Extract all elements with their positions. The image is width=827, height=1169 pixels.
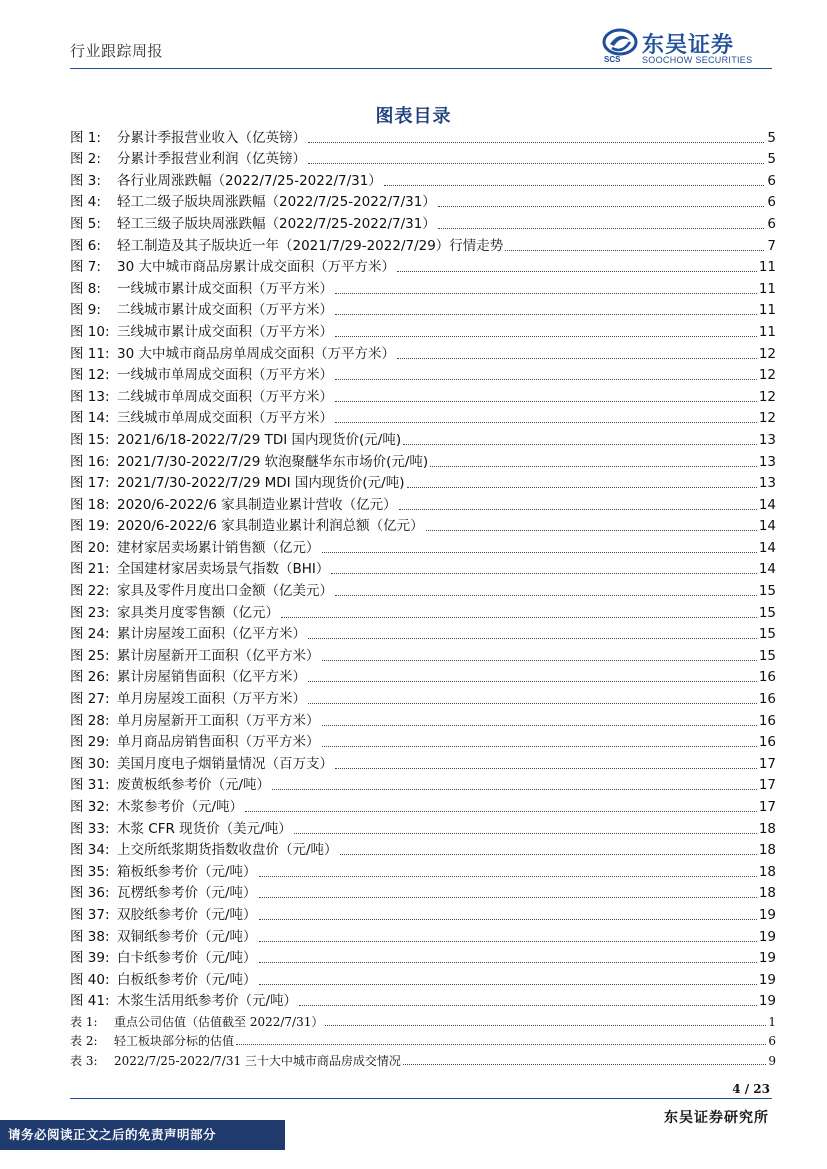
figure-entry-label: 图 15:: [70, 431, 110, 448]
figure-entry-page: 15: [758, 604, 776, 621]
dot-leader: [438, 206, 764, 207]
dot-leader: [397, 271, 757, 272]
figure-entry[interactable]: [70, 277, 776, 299]
figure-entry[interactable]: [70, 752, 776, 774]
footer-brand: 东吴证券研究所: [664, 1110, 769, 1126]
dot-leader: [384, 185, 764, 186]
figure-entry-label: 图 5:: [70, 215, 101, 232]
figure-entry-page: 12: [758, 345, 776, 362]
figure-entry-page: 11: [758, 280, 776, 297]
figure-entry[interactable]: [70, 342, 776, 364]
figure-entry-title: 累计房屋竣工面积（亿平方米）: [117, 626, 306, 643]
dot-leader: [335, 379, 757, 380]
figure-entry-page: 11: [758, 302, 776, 319]
table-entry[interactable]: [70, 1031, 776, 1051]
figure-entry-title: 木浆参考价（元/吨）: [117, 799, 244, 815]
dot-leader: [397, 358, 757, 359]
figure-entry-page: 11: [758, 259, 776, 276]
table-entry-page: 6: [768, 1034, 776, 1048]
header-divider: [70, 68, 772, 69]
page-number: 4 / 23: [732, 1082, 770, 1096]
figure-entry-title: 累计房屋销售面积（亿平方米）: [117, 669, 306, 686]
figure-entry-page: 17: [758, 755, 776, 772]
figure-entry-label: 图 24:: [70, 626, 110, 643]
figure-entry-title: 双胶纸参考价（元/吨）: [117, 906, 257, 923]
figure-entry-page: 6: [767, 215, 776, 232]
figure-entry-label: 图 28:: [70, 712, 110, 729]
figure-entry-page: 19: [758, 950, 776, 967]
figure-entry-label: 图 14:: [70, 410, 110, 427]
figure-entry-page: 15: [758, 647, 776, 664]
figure-entry[interactable]: [70, 169, 776, 191]
dot-leader: [308, 163, 764, 164]
dot-leader: [335, 293, 757, 294]
figure-entry-label: 图 26:: [70, 669, 110, 686]
figure-entry-title: 2020/6-2022/6 家具制造业累计营收（亿元）: [117, 496, 397, 513]
dot-leader: [399, 509, 757, 510]
figure-entry[interactable]: [70, 882, 776, 904]
figure-entry-title: 木浆生活用纸参考价（元/吨）: [117, 993, 298, 1010]
figure-entry-page: 15: [758, 583, 776, 600]
dot-leader: [403, 1064, 766, 1065]
figure-entry-label: 图 35:: [70, 863, 110, 880]
figure-entry-title: 木浆 CFR 现货价（美元/吨）: [117, 820, 292, 837]
figure-entry-title: 三线城市累计成交面积（万平方米）: [117, 323, 333, 340]
table-entry-page: 1: [768, 1014, 776, 1029]
figure-entry-page: 18: [758, 863, 776, 880]
figure-entry-label: 图 30:: [70, 755, 110, 772]
figure-entry-title: 家具类月度零售额（亿元）: [117, 604, 279, 621]
dot-leader: [335, 768, 757, 769]
dot-leader: [294, 833, 757, 834]
figure-entry-label: 图 19:: [70, 518, 110, 535]
figure-entry[interactable]: [70, 126, 776, 148]
figure-entry[interactable]: [70, 795, 776, 817]
figure-entry-page: 5: [767, 151, 776, 168]
figure-entry-title: 轻工制造及其子版块近一年（2021/7/29-2022/7/29）行情走势: [117, 237, 504, 254]
figure-entry-label: 图 1:: [70, 129, 101, 146]
figure-entry-title: 30 大中城市商品房单周成交面积（万平方米）: [117, 345, 395, 362]
figure-entry-title: 瓦楞纸参考价（元/吨）: [117, 885, 257, 902]
table-entry-page: 9: [768, 1053, 776, 1068]
figure-entry-page: 12: [758, 367, 776, 384]
figure-entry-label: 图 7:: [70, 259, 101, 276]
disclaimer-banner: 请务必阅读正文之后的免责声明部分: [0, 1120, 285, 1150]
figure-entry-label: 图 29:: [70, 734, 110, 751]
figure-entry-title: 箱板纸参考价（元/吨）: [117, 863, 257, 880]
figure-entry-page: 19: [758, 928, 776, 945]
dot-leader: [308, 638, 757, 639]
figure-entry-label: 图 34:: [70, 842, 110, 859]
figure-entry-title: 单月房屋新开工面积（万平方米）: [117, 712, 320, 729]
figure-entry-page: 14: [758, 496, 776, 513]
dot-leader: [403, 444, 757, 445]
figure-entry-title: 一线城市累计成交面积（万平方米）: [117, 280, 333, 297]
dot-leader: [335, 422, 757, 423]
table-entry-title: 2022/7/25-2022/7/31 三十大中城市商品房成交情况: [114, 1053, 401, 1068]
figure-entry-page: 6: [767, 194, 776, 211]
dot-leader: [335, 595, 757, 596]
figure-entry[interactable]: [70, 191, 776, 213]
figure-entry-page: 13: [758, 475, 776, 492]
figure-entry[interactable]: [70, 450, 776, 472]
dot-leader: [245, 811, 757, 812]
figure-entry[interactable]: [70, 925, 776, 947]
dot-leader: [281, 617, 757, 618]
figure-entry-page: 14: [758, 561, 776, 578]
table-entry-label: 表 3:: [70, 1053, 98, 1068]
figure-entry[interactable]: [70, 364, 776, 386]
table-entry-title: 重点公司估值（估值截至 2022/7/31）: [114, 1014, 324, 1029]
figure-entry-page: 17: [758, 799, 776, 815]
logo-scs-text: SCS: [604, 55, 621, 64]
figure-entry[interactable]: [70, 990, 776, 1012]
figure-entry-page: 19: [758, 906, 776, 923]
figure-entry-title: 废黄板纸参考价（元/吨）: [117, 777, 271, 794]
figure-entry[interactable]: [70, 687, 776, 709]
figure-entry-page: 19: [758, 993, 776, 1010]
figure-entry-page: 19: [758, 971, 776, 988]
figure-entry-label: 图 21:: [70, 561, 110, 578]
figure-entry-title: 分累计季报营业收入（亿英镑）: [117, 129, 306, 146]
figure-entry[interactable]: [70, 579, 776, 601]
figure-entry-title: 家具及零件月度出口金额（亿美元）: [117, 583, 333, 600]
figure-entry[interactable]: [70, 536, 776, 558]
figure-entry[interactable]: [70, 558, 776, 580]
table-entry-label: 表 2:: [70, 1034, 98, 1048]
table-entry-label: 表 1:: [70, 1014, 98, 1029]
figure-entry-label: 图 20:: [70, 539, 110, 556]
figure-entry-page: 6: [767, 172, 776, 189]
logo-company-name: 东吴证券: [642, 33, 735, 58]
figure-entry-title: 轻工二级子版块周涨跌幅（2022/7/25-2022/7/31）: [117, 194, 436, 211]
figure-entry-title: 全国建材家居卖场景气指数（BHI）: [117, 561, 330, 578]
dot-leader: [331, 573, 756, 574]
figure-entry-title: 分累计季报营业利润（亿英镑）: [117, 151, 306, 168]
table-entry[interactable]: [70, 1050, 776, 1070]
figure-entry[interactable]: [70, 256, 776, 278]
figure-entry-title: 三线城市单周成交面积（万平方米）: [117, 410, 333, 427]
figure-entry-label: 图 16:: [70, 453, 110, 470]
dot-leader: [308, 142, 764, 143]
figure-entry[interactable]: [70, 428, 776, 450]
figure-entry-label: 图 17:: [70, 475, 110, 492]
figure-entry-page: 16: [758, 712, 776, 729]
figure-entry-page: 18: [758, 885, 776, 902]
figure-entry-label: 图 41:: [70, 993, 110, 1010]
figure-entry-label: 图 4:: [70, 194, 101, 211]
figure-entry[interactable]: [70, 472, 776, 494]
figure-entry-page: 5: [767, 129, 776, 146]
figure-list: [70, 126, 776, 1011]
dot-leader: [322, 746, 757, 747]
figure-entry-page: 7: [767, 237, 776, 254]
figure-entry-title: 白板纸参考价（元/吨）: [117, 971, 257, 988]
figure-entry-label: 图 2:: [70, 151, 101, 168]
figure-entry-label: 图 36:: [70, 885, 110, 902]
logo-english-name: SOOCHOW SECURITIES: [642, 55, 753, 65]
dot-leader: [259, 919, 757, 920]
figure-entry-title: 美国月度电子烟销量情况（百万支）: [117, 755, 333, 772]
figure-entry-title: 上交所纸浆期货指数收盘价（元/吨）: [117, 842, 338, 859]
figure-entry-title: 轻工三级子版块周涨跌幅（2022/7/25-2022/7/31）: [117, 215, 436, 232]
dot-leader: [308, 703, 757, 704]
dot-leader: [335, 336, 757, 337]
figure-entry-label: 图 25:: [70, 647, 110, 664]
figure-entry-label: 图 3:: [70, 172, 101, 189]
figure-entry[interactable]: [70, 968, 776, 990]
figure-entry[interactable]: [70, 666, 776, 688]
figure-entry-label: 图 37:: [70, 906, 110, 923]
figure-entry-page: 16: [758, 669, 776, 686]
figure-entry-label: 图 6:: [70, 237, 101, 254]
table-list: [70, 1011, 776, 1070]
figure-entry-title: 一线城市单周成交面积（万平方米）: [117, 367, 333, 384]
dot-leader: [325, 1025, 766, 1026]
figure-entry-label: 图 39:: [70, 950, 110, 967]
figure-entry-label: 图 8:: [70, 280, 101, 297]
soochow-logo-icon: [602, 28, 638, 58]
company-logo: [602, 28, 772, 68]
figure-entry-label: 图 32:: [70, 799, 110, 815]
figure-entry-page: 18: [758, 842, 776, 859]
dot-leader: [340, 854, 757, 855]
figure-entry-title: 双铜纸参考价（元/吨）: [117, 928, 257, 945]
figure-entry-page: 12: [758, 388, 776, 405]
dot-leader: [426, 530, 757, 531]
figure-entry[interactable]: [70, 774, 776, 796]
figure-entry[interactable]: [70, 212, 776, 234]
figure-entry[interactable]: [70, 299, 776, 321]
figure-entry[interactable]: [70, 860, 776, 882]
dot-leader: [322, 552, 757, 553]
figure-entry-page: 16: [758, 691, 776, 708]
figure-entry[interactable]: [70, 709, 776, 731]
figure-entry-page: 12: [758, 410, 776, 427]
figure-entry-title: 二线城市单周成交面积（万平方米）: [117, 388, 333, 405]
dot-leader: [259, 984, 757, 985]
figure-entry-page: 16: [758, 734, 776, 751]
figure-entry[interactable]: [70, 601, 776, 623]
figure-entry-label: 图 13:: [70, 388, 110, 405]
toc-title: 图表目录: [375, 106, 452, 127]
dot-leader: [272, 789, 757, 790]
figure-entry-page: 14: [758, 539, 776, 556]
dot-leader: [259, 941, 757, 942]
figure-entry[interactable]: [70, 407, 776, 429]
figure-entry-page: 13: [758, 431, 776, 448]
dot-leader: [236, 1044, 766, 1045]
figure-entry-label: 图 11:: [70, 345, 110, 362]
figure-entry-label: 图 22:: [70, 583, 110, 600]
figure-entry[interactable]: [70, 947, 776, 969]
figure-entry-label: 图 23:: [70, 604, 110, 621]
figure-entry-label: 图 31:: [70, 777, 110, 794]
figure-entry-label: 图 27:: [70, 691, 110, 708]
figure-entry-title: 单月房屋竣工面积（万平方米）: [117, 691, 306, 708]
figure-entry-page: 18: [758, 820, 776, 837]
figure-entry-title: 2021/7/30-2022/7/29 软泡聚醚华东市场价(元/吨): [117, 453, 429, 470]
dot-leader: [335, 314, 757, 315]
dot-leader: [259, 897, 757, 898]
dot-leader: [299, 1005, 757, 1006]
figure-entry-page: 15: [758, 626, 776, 643]
figure-entry[interactable]: [70, 731, 776, 753]
figure-entry-page: 11: [758, 323, 776, 340]
dot-leader: [438, 228, 764, 229]
figure-entry-page: 14: [758, 518, 776, 535]
figure-entry-title: 二线城市累计成交面积（万平方米）: [117, 302, 333, 319]
figure-entry-label: 图 38:: [70, 928, 110, 945]
figure-entry-title: 建材家居卖场累计销售额（亿元）: [117, 539, 320, 556]
figure-entry[interactable]: [70, 493, 776, 515]
figure-entry-title: 各行业周涨跌幅（2022/7/25-2022/7/31）: [117, 172, 382, 189]
figure-entry-label: 图 12:: [70, 367, 110, 384]
figure-entry[interactable]: [70, 903, 776, 925]
dot-leader: [322, 660, 757, 661]
footer-divider: [70, 1098, 772, 1099]
dot-leader: [335, 401, 757, 402]
figure-entry[interactable]: [70, 839, 776, 861]
figure-entry-label: 图 40:: [70, 971, 110, 988]
figure-entry-page: 13: [758, 453, 776, 470]
figure-entry[interactable]: [70, 385, 776, 407]
dot-leader: [430, 466, 757, 467]
figure-entry[interactable]: [70, 817, 776, 839]
figure-entry[interactable]: [70, 623, 776, 645]
figure-entry-label: 图 10:: [70, 323, 110, 340]
figure-entry[interactable]: [70, 148, 776, 170]
figure-entry-label: 图 18:: [70, 496, 110, 513]
figure-entry-title: 2020/6-2022/6 家具制造业累计利润总额（亿元）: [117, 518, 424, 535]
table-entry-title: 轻工板块部分标的估值: [114, 1034, 235, 1048]
figure-entry-page: 17: [758, 777, 776, 794]
figure-entry-title: 2021/7/30-2022/7/29 MDI 国内现货价(元/吨): [117, 475, 405, 492]
report-type-title: 行业跟踪周报: [70, 42, 164, 60]
figure-entry-title: 2021/6/18-2022/7/29 TDI 国内现货价(元/吨): [117, 431, 402, 448]
dot-leader: [407, 487, 757, 488]
dot-leader: [308, 681, 757, 682]
figure-entry-title: 30 大中城市商品房累计成交面积（万平方米）: [117, 259, 395, 276]
figure-entry-title: 单月商品房销售面积（万平方米）: [117, 734, 320, 751]
figure-entry-label: 图 33:: [70, 820, 110, 837]
figure-entry[interactable]: [70, 515, 776, 537]
figure-entry[interactable]: [70, 644, 776, 666]
dot-leader: [259, 962, 757, 963]
table-entry[interactable]: [70, 1011, 776, 1031]
figure-entry-title: 白卡纸参考价（元/吨）: [117, 950, 257, 967]
figure-entry-label: 图 9:: [70, 302, 101, 319]
dot-leader: [259, 876, 757, 877]
dot-leader: [505, 250, 764, 251]
figure-entry-title: 累计房屋新开工面积（亿平方米）: [117, 647, 320, 664]
figure-entry[interactable]: [70, 320, 776, 342]
figure-entry[interactable]: [70, 234, 776, 256]
dot-leader: [322, 725, 757, 726]
